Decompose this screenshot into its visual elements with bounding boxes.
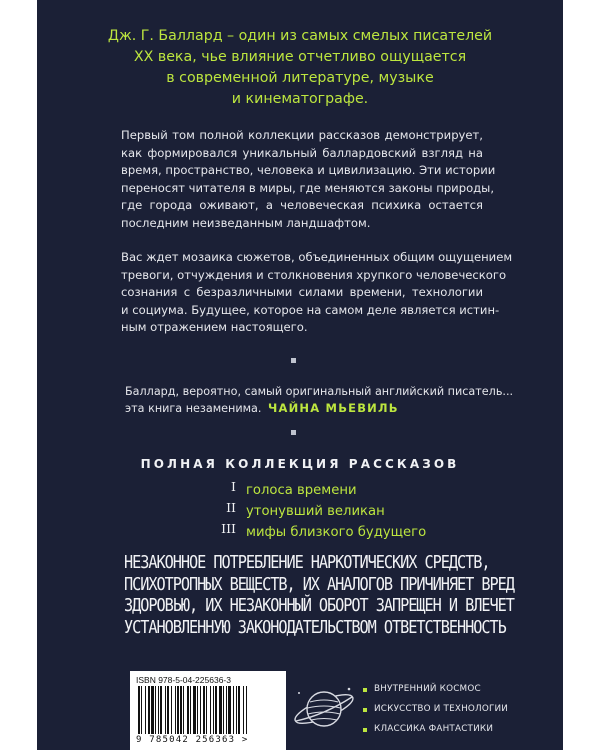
bullet-icon [363, 728, 367, 732]
bullet-icon [363, 688, 367, 692]
description-paragraph-2 [121, 249, 513, 337]
paragraph-line: где города оживают, а человеческая психика остается [121, 198, 483, 213]
series-item [363, 724, 508, 744]
series-label: ИСКУССТВО И ТЕХНОЛОГИИ [374, 704, 509, 714]
quote-line: эта книга незаменима. [125, 402, 262, 415]
collection-title: ПОЛНАЯ КОЛЛЕКЦИЯ РАССКАЗОВ [140, 457, 460, 471]
warning-line: ЗДОРОВЬЮ, ИХ НЕЗАКОННЫЙ ОБОРОТ ЗАПРЕЩЕН И ВЛЕЧЕТ [124, 596, 514, 616]
lead-blurb [37, 26, 563, 110]
series-item [363, 704, 508, 724]
lead-line: в современной литературе, музыке [166, 70, 434, 86]
paragraph-line: ным отражением настоящего. [121, 320, 308, 335]
quote-author: ЧАЙНА МЬЕВИЛЬ [268, 401, 399, 415]
volume-name: мифы близкого будущего [246, 525, 427, 540]
barcode-icon [136, 686, 280, 734]
lead-line: и кинематографе. [231, 91, 369, 107]
paragraph-line: последним неизведанным ландшафтом. [121, 215, 371, 230]
bullet-icon [363, 708, 367, 712]
paragraph-line: и социума. Будущее, которое на самом деле является истин- [121, 302, 500, 317]
paragraph-line: время, пространство, человека и цивилизацию. Эти истории [121, 163, 496, 178]
volume-name: голоса времени [246, 483, 357, 498]
lead-line: Дж. Г. Баллард – один из самых смелых писателей [107, 28, 493, 44]
paragraph-line: как формировался уникальный баллардовский взгляд на [121, 145, 483, 160]
health-warning [124, 553, 514, 639]
series-label: ВНУТРЕННИЙ КОСМОС [374, 684, 481, 694]
warning-line: ПСИХОТРОПНЫХ ВЕЩЕСТВ, ИХ АНАЛОГОВ ПРИЧИНЯЕТ ВРЕД [124, 574, 514, 595]
volume-number: II [226, 500, 236, 515]
separator-dot [291, 358, 296, 363]
volume-number: III [221, 521, 236, 536]
separator-dot [291, 430, 296, 435]
series-list [363, 684, 508, 744]
isbn-text: ISBN 978-5-04-225636-3 [136, 675, 231, 685]
series-label: КЛАССИКА ФАНТАСТИКИ [374, 724, 494, 734]
volume-item [231, 479, 357, 498]
planet-icon [289, 675, 359, 741]
barcode-box [130, 671, 286, 750]
barcode-number: 9 785042 256363 > [136, 735, 249, 745]
paragraph-line: переносят читателя в миры, где меняются законы природы, [121, 180, 495, 195]
paragraph-line: сознания с безразличными силами времени, технологии [121, 285, 483, 300]
series-item [363, 684, 508, 704]
warning-line: НЕЗАКОННОЕ ПОТРЕБЛЕНИЕ НАРКОТИЧЕСКИХ СРЕДСТВ, [124, 553, 490, 573]
back-cover [37, 0, 563, 750]
quote-line: Баллард, вероятно, самый оригинальный английский писатель... [125, 385, 514, 398]
paragraph-line: тревоги, отчуждения и столкновения хрупкого человеческого [121, 267, 507, 282]
volume-name: утонувший великан [246, 504, 385, 519]
volume-number: I [231, 479, 236, 494]
description-paragraph-1 [121, 127, 496, 233]
lead-line: XX века, чье влияние отчетливо ощущается [133, 49, 467, 65]
volume-item [221, 521, 427, 540]
paragraph-line: Вас ждет мозаика сюжетов, объединенных общим ощущением [121, 250, 513, 264]
volume-item [226, 500, 385, 519]
warning-line: УСТАНОВЛЕННУЮ ЗАКОНОДАТЕЛЬСТВОМ ОТВЕТСТВЕННОСТЬ [124, 617, 506, 638]
paragraph-line: Первый том полной коллекции рассказов демонстрирует, [121, 128, 483, 142]
